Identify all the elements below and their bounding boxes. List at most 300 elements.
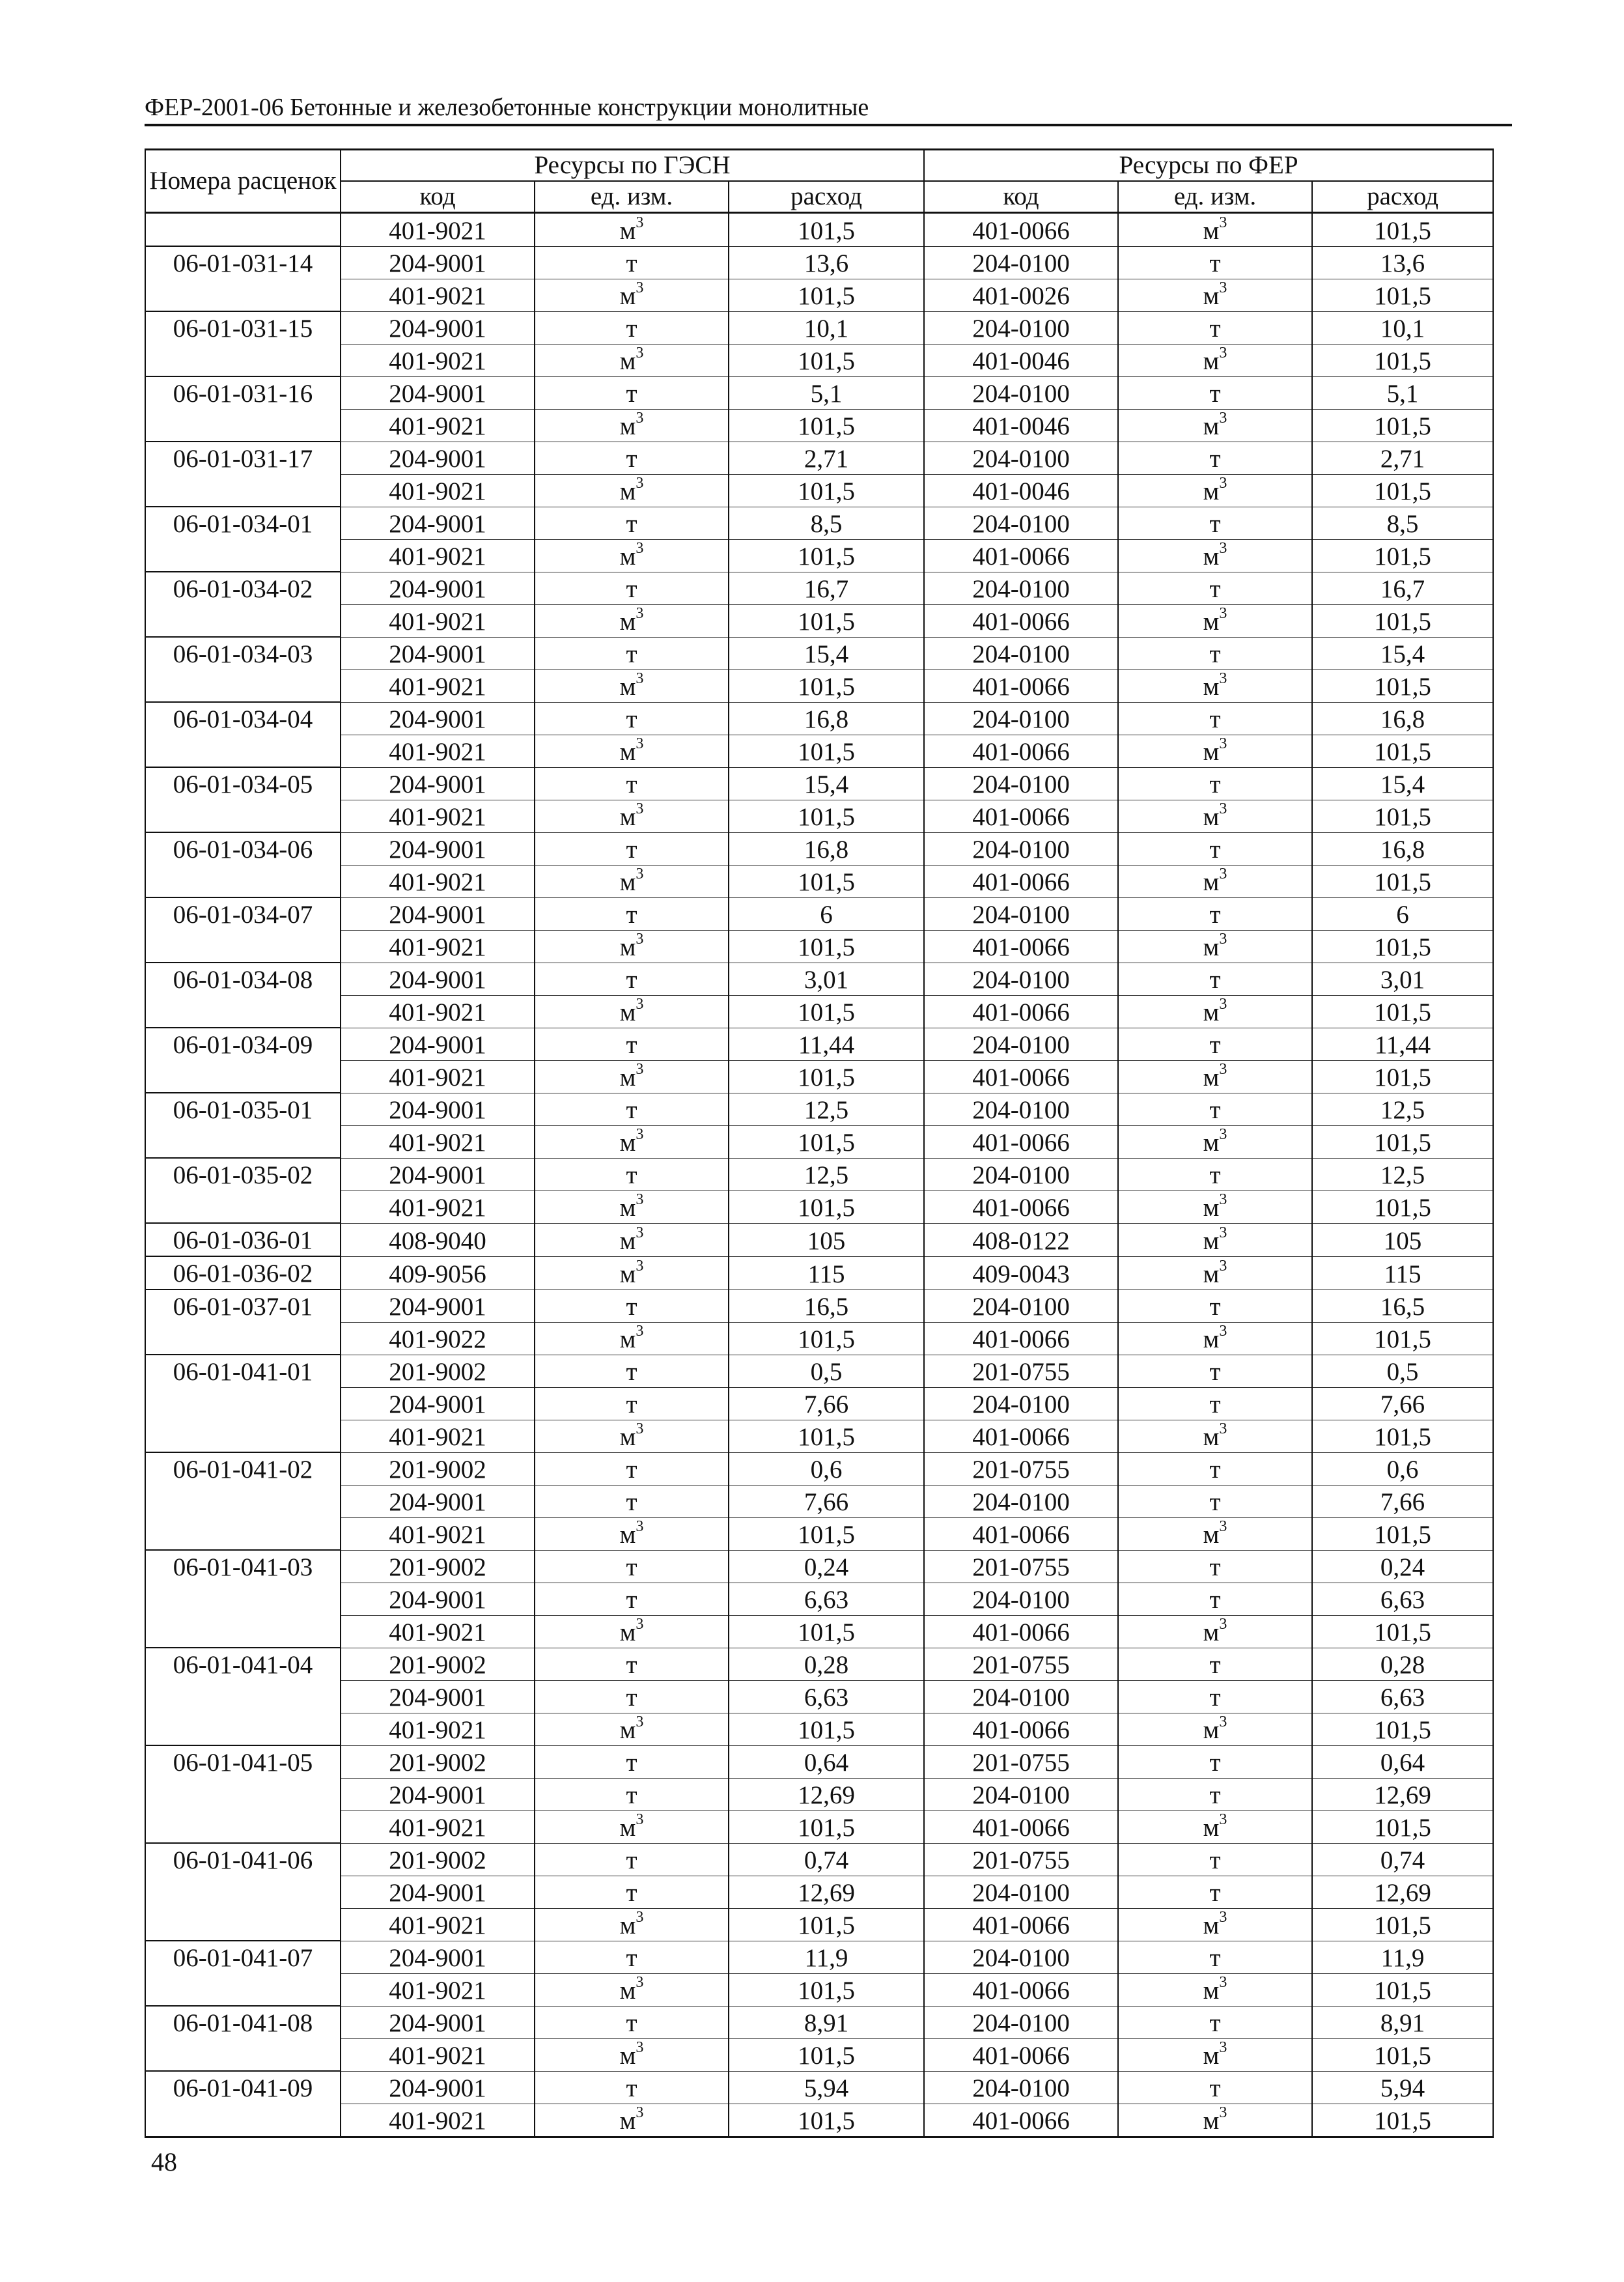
fer-amount-cell: 5,1 — [1312, 376, 1493, 409]
gesn-unit-cell: т — [535, 832, 729, 865]
rate-number-cell — [145, 539, 341, 572]
fer-unit-cell: т — [1118, 637, 1312, 669]
fer-code-cell: 201-0755 — [924, 1843, 1118, 1876]
rate-number-cell — [145, 930, 341, 963]
fer-unit-cell: $м^3$ — [1118, 930, 1312, 963]
rate-number-cell — [145, 1908, 341, 1941]
gesn-amount-cell: 101,5 — [729, 1615, 924, 1648]
unit-exponent: 3 — [1219, 800, 1227, 817]
gesn-code-cell: 401-9021 — [341, 1908, 535, 1941]
fer-amount-cell: 5,94 — [1312, 2071, 1493, 2104]
unit-exponent: 3 — [1219, 1322, 1227, 1340]
table-row — [145, 409, 1493, 442]
fer-unit-cell: т — [1118, 507, 1312, 539]
fer-code-cell: 401-0066 — [924, 1973, 1118, 2006]
header-fer-code: код — [924, 181, 1118, 213]
gesn-code-cell: 201-9002 — [341, 1648, 535, 1680]
rate-number-cell: 06-01-036-01 — [145, 1223, 341, 1256]
unit-exponent: 3 — [636, 735, 644, 752]
gesn-code-cell: 204-9001 — [341, 246, 535, 279]
rate-number-cell — [145, 800, 341, 832]
fer-code-cell: 201-0755 — [924, 1452, 1118, 1485]
gesn-code-cell: 401-9021 — [341, 539, 535, 572]
gesn-amount-cell: 101,5 — [729, 1060, 924, 1093]
unit-exponent: 3 — [1219, 2104, 1227, 2121]
fer-code-cell: 401-0066 — [924, 1060, 1118, 1093]
gesn-unit-cell: т — [535, 1680, 729, 1713]
fer-amount-cell: 0,24 — [1312, 1550, 1493, 1583]
gesn-amount-cell: 101,5 — [729, 344, 924, 376]
gesn-code-cell: 401-9021 — [341, 865, 535, 897]
rate-number-cell — [145, 995, 341, 1028]
gesn-amount-cell: 101,5 — [729, 1420, 924, 1452]
gesn-unit-cell: т — [535, 1355, 729, 1387]
gesn-code-cell: 401-9021 — [341, 279, 535, 311]
gesn-unit-cell: $м^3$ — [535, 344, 729, 376]
unit-exponent: 3 — [1219, 1125, 1227, 1143]
gesn-unit-cell: $м^3$ — [535, 1517, 729, 1550]
gesn-unit-cell: $м^3$ — [535, 474, 729, 507]
unit-exponent: 3 — [1219, 1810, 1227, 1828]
table-row — [145, 572, 1493, 604]
gesn-code-cell: 401-9021 — [341, 604, 535, 637]
gesn-unit-cell: т — [535, 1583, 729, 1615]
fer-code-cell: 401-0066 — [924, 995, 1118, 1028]
fer-unit-cell: т — [1118, 1452, 1312, 1485]
rate-number-cell: 06-01-041-02 — [145, 1452, 341, 1485]
gesn-code-cell: 401-9021 — [341, 2104, 535, 2137]
gesn-unit-cell: т — [535, 1452, 729, 1485]
rate-number-cell — [145, 1810, 341, 1843]
fer-unit-cell: $м^3$ — [1118, 1190, 1312, 1223]
fer-amount-cell: 7,66 — [1312, 1485, 1493, 1517]
fer-amount-cell: 16,5 — [1312, 1289, 1493, 1322]
table-row — [145, 897, 1493, 930]
gesn-unit-cell: $м^3$ — [535, 2104, 729, 2137]
gesn-amount-cell: 15,4 — [729, 767, 924, 800]
gesn-code-cell: 204-9001 — [341, 1778, 535, 1810]
fer-unit-cell: т — [1118, 1550, 1312, 1583]
fer-amount-cell: 105 — [1312, 1223, 1493, 1256]
gesn-code-cell: 401-9021 — [341, 995, 535, 1028]
fer-amount-cell: 6,63 — [1312, 1583, 1493, 1615]
fer-code-cell: 204-0100 — [924, 1778, 1118, 1810]
gesn-amount-cell: 16,8 — [729, 702, 924, 735]
fer-code-cell: 204-0100 — [924, 702, 1118, 735]
fer-unit-cell: $м^3$ — [1118, 995, 1312, 1028]
rate-number-cell: 06-01-034-05 — [145, 767, 341, 800]
gesn-unit-cell: $м^3$ — [535, 2038, 729, 2071]
gesn-code-cell: 204-9001 — [341, 1876, 535, 1908]
fer-unit-cell: $м^3$ — [1118, 669, 1312, 702]
fer-amount-cell: 101,5 — [1312, 735, 1493, 767]
fer-unit-cell: т — [1118, 2071, 1312, 2104]
fer-code-cell: 204-0100 — [924, 246, 1118, 279]
gesn-amount-cell: 101,5 — [729, 474, 924, 507]
gesn-unit-cell: т — [535, 507, 729, 539]
rate-number-cell: 06-01-034-09 — [145, 1028, 341, 1060]
table-row — [145, 1355, 1493, 1387]
fer-unit-cell: т — [1118, 1876, 1312, 1908]
unit-exponent: 3 — [1219, 1713, 1227, 1730]
unit-exponent: 3 — [1219, 1257, 1227, 1275]
fer-amount-cell: 101,5 — [1312, 1713, 1493, 1745]
gesn-code-cell: 401-9021 — [341, 669, 535, 702]
table-row — [145, 2104, 1493, 2137]
rate-number-cell — [145, 1420, 341, 1452]
gesn-amount-cell: 101,5 — [729, 1190, 924, 1223]
gesn-unit-cell: т — [535, 1745, 729, 1778]
table-row — [145, 2006, 1493, 2038]
unit-exponent: 3 — [1219, 1908, 1227, 1926]
fer-unit-cell: $м^3$ — [1118, 1223, 1312, 1256]
gesn-amount-cell: 5,94 — [729, 2071, 924, 2104]
gesn-amount-cell: 0,64 — [729, 1745, 924, 1778]
unit-exponent: 3 — [636, 1810, 644, 1828]
fer-amount-cell: 101,5 — [1312, 1190, 1493, 1223]
table-row — [145, 702, 1493, 735]
fer-amount-cell: 101,5 — [1312, 604, 1493, 637]
fer-unit-cell: т — [1118, 1843, 1312, 1876]
fer-amount-cell: 101,5 — [1312, 865, 1493, 897]
unit-exponent: 3 — [1219, 409, 1227, 427]
unit-exponent: 3 — [636, 2038, 644, 2056]
rate-number-cell — [145, 735, 341, 767]
gesn-code-cell: 204-9001 — [341, 1387, 535, 1420]
table-row — [145, 1028, 1493, 1060]
unit-exponent: 3 — [636, 1322, 644, 1340]
gesn-code-cell: 401-9021 — [341, 2038, 535, 2071]
table-row — [145, 604, 1493, 637]
fer-unit-cell: т — [1118, 1485, 1312, 1517]
fer-unit-cell: т — [1118, 572, 1312, 604]
gesn-code-cell: 204-9001 — [341, 376, 535, 409]
gesn-code-cell: 204-9001 — [341, 2006, 535, 2038]
fer-unit-cell: т — [1118, 1680, 1312, 1713]
gesn-amount-cell: 101,5 — [729, 1713, 924, 1745]
gesn-unit-cell: т — [535, 702, 729, 735]
fer-amount-cell: 101,5 — [1312, 1060, 1493, 1093]
gesn-code-cell: 201-9002 — [341, 1452, 535, 1485]
gesn-unit-cell: $м^3$ — [535, 1256, 729, 1289]
gesn-amount-cell: 101,5 — [729, 800, 924, 832]
unit-exponent: 3 — [636, 995, 644, 1013]
header-gesn-unit: ед. изм. — [535, 181, 729, 213]
gesn-unit-cell: т — [535, 767, 729, 800]
rate-number-cell — [145, 344, 341, 376]
fer-amount-cell: 12,5 — [1312, 1093, 1493, 1125]
fer-amount-cell: 16,8 — [1312, 832, 1493, 865]
gesn-amount-cell: 12,5 — [729, 1093, 924, 1125]
gesn-amount-cell: 101,5 — [729, 995, 924, 1028]
fer-code-cell: 204-0100 — [924, 1583, 1118, 1615]
fer-code-cell: 401-0066 — [924, 213, 1118, 247]
gesn-amount-cell: 15,4 — [729, 637, 924, 669]
fer-code-cell: 204-0100 — [924, 1387, 1118, 1420]
gesn-amount-cell: 12,69 — [729, 1778, 924, 1810]
gesn-unit-cell: т — [535, 1843, 729, 1876]
rate-number-cell: 06-01-035-02 — [145, 1158, 341, 1190]
rate-number-cell — [145, 213, 341, 247]
gesn-amount-cell: 101,5 — [729, 1322, 924, 1355]
rate-number-cell — [145, 1680, 341, 1713]
fer-amount-cell: 101,5 — [1312, 1973, 1493, 2006]
table-row — [145, 1810, 1493, 1843]
rate-number-cell: 06-01-041-04 — [145, 1648, 341, 1680]
unit-exponent: 3 — [1219, 604, 1227, 622]
gesn-code-cell: 204-9001 — [341, 2071, 535, 2104]
gesn-unit-cell: т — [535, 1876, 729, 1908]
gesn-amount-cell: 101,5 — [729, 1517, 924, 1550]
fer-unit-cell: т — [1118, 1387, 1312, 1420]
fer-unit-cell: т — [1118, 1583, 1312, 1615]
fer-unit-cell: т — [1118, 442, 1312, 474]
gesn-code-cell: 204-9001 — [341, 702, 535, 735]
fer-amount-cell: 13,6 — [1312, 246, 1493, 279]
rate-number-cell: 06-01-041-06 — [145, 1843, 341, 1876]
unit-exponent: 3 — [1219, 1973, 1227, 1991]
gesn-unit-cell: $м^3$ — [535, 1322, 729, 1355]
unit-exponent: 3 — [1219, 1420, 1227, 1437]
gesn-unit-cell: т — [535, 1485, 729, 1517]
fer-unit-cell: $м^3$ — [1118, 800, 1312, 832]
gesn-amount-cell: 8,91 — [729, 2006, 924, 2038]
fer-amount-cell: 0,5 — [1312, 1355, 1493, 1387]
fer-code-cell: 401-0026 — [924, 279, 1118, 311]
gesn-unit-cell: т — [535, 1158, 729, 1190]
fer-unit-cell: $м^3$ — [1118, 1973, 1312, 2006]
table-row — [145, 735, 1493, 767]
gesn-amount-cell: 10,1 — [729, 311, 924, 344]
unit-exponent: 3 — [1219, 930, 1227, 948]
fer-code-cell: 204-0100 — [924, 1093, 1118, 1125]
header-row-columns — [145, 181, 1493, 213]
fer-amount-cell: 11,44 — [1312, 1028, 1493, 1060]
fer-unit-cell: т — [1118, 1158, 1312, 1190]
gesn-unit-cell: $м^3$ — [535, 1615, 729, 1648]
fer-amount-cell: 101,5 — [1312, 213, 1493, 247]
gesn-code-cell: 201-9002 — [341, 1745, 535, 1778]
unit-exponent: 3 — [636, 1190, 644, 1208]
rate-number-cell: 06-01-034-03 — [145, 637, 341, 669]
rate-number-cell: 06-01-034-04 — [145, 702, 341, 735]
rate-number-cell — [145, 1778, 341, 1810]
fer-code-cell: 401-0066 — [924, 1615, 1118, 1648]
fer-code-cell: 204-0100 — [924, 1941, 1118, 1973]
rate-number-cell — [145, 1973, 341, 2006]
fer-code-cell: 401-0046 — [924, 344, 1118, 376]
fer-amount-cell: 101,5 — [1312, 1125, 1493, 1158]
fer-amount-cell: 6 — [1312, 897, 1493, 930]
gesn-amount-cell: 11,44 — [729, 1028, 924, 1060]
fer-unit-cell: $м^3$ — [1118, 735, 1312, 767]
rate-number-cell: 06-01-037-01 — [145, 1289, 341, 1322]
gesn-code-cell: 201-9002 — [341, 1355, 535, 1387]
gesn-code-cell: 401-9021 — [341, 1517, 535, 1550]
rate-number-cell: 06-01-034-06 — [145, 832, 341, 865]
rate-number-cell: 06-01-031-17 — [145, 442, 341, 474]
fer-code-cell: 401-0066 — [924, 669, 1118, 702]
gesn-amount-cell: 101,5 — [729, 409, 924, 442]
fer-unit-cell: $м^3$ — [1118, 1420, 1312, 1452]
fer-code-cell: 401-0066 — [924, 1517, 1118, 1550]
table-row — [145, 832, 1493, 865]
gesn-code-cell: 408-9040 — [341, 1223, 535, 1256]
gesn-unit-cell: $м^3$ — [535, 279, 729, 311]
gesn-code-cell: 401-9021 — [341, 1615, 535, 1648]
fer-code-cell: 204-0100 — [924, 442, 1118, 474]
rate-number-cell: 06-01-031-16 — [145, 376, 341, 409]
fer-code-cell: 204-0100 — [924, 963, 1118, 995]
rate-number-cell — [145, 1125, 341, 1158]
gesn-unit-cell: $м^3$ — [535, 1190, 729, 1223]
unit-exponent: 3 — [636, 344, 644, 361]
rate-number-cell: 06-01-041-07 — [145, 1941, 341, 1973]
gesn-code-cell: 401-9021 — [341, 1420, 535, 1452]
fer-unit-cell: т — [1118, 311, 1312, 344]
gesn-code-cell: 401-9021 — [341, 344, 535, 376]
unit-exponent: 3 — [636, 1420, 644, 1437]
gesn-code-cell: 204-9001 — [341, 767, 535, 800]
fer-code-cell: 204-0100 — [924, 376, 1118, 409]
table-row — [145, 2038, 1493, 2071]
fer-code-cell: 401-0046 — [924, 474, 1118, 507]
gesn-amount-cell: 6 — [729, 897, 924, 930]
table-row — [145, 1648, 1493, 1680]
table-row — [145, 1485, 1493, 1517]
gesn-unit-cell: $м^3$ — [535, 1973, 729, 2006]
table-row — [145, 1517, 1493, 1550]
fer-amount-cell: 6,63 — [1312, 1680, 1493, 1713]
rate-number-cell: 06-01-031-14 — [145, 246, 341, 279]
gesn-unit-cell: т — [535, 376, 729, 409]
rate-number-cell — [145, 1387, 341, 1420]
rate-number-cell — [145, 865, 341, 897]
gesn-code-cell: 204-9001 — [341, 963, 535, 995]
gesn-amount-cell: 0,5 — [729, 1355, 924, 1387]
gesn-unit-cell: $м^3$ — [535, 735, 729, 767]
table-row — [145, 474, 1493, 507]
gesn-unit-cell: т — [535, 1941, 729, 1973]
fer-unit-cell: $м^3$ — [1118, 1615, 1312, 1648]
table-row — [145, 1420, 1493, 1452]
fer-code-cell: 204-0100 — [924, 2006, 1118, 2038]
gesn-amount-cell: 6,63 — [729, 1583, 924, 1615]
table-row — [145, 865, 1493, 897]
gesn-unit-cell: т — [535, 311, 729, 344]
fer-amount-cell: 0,28 — [1312, 1648, 1493, 1680]
unit-exponent: 3 — [636, 2104, 644, 2121]
rate-number-cell: 06-01-041-01 — [145, 1355, 341, 1387]
gesn-amount-cell: 115 — [729, 1256, 924, 1289]
gesn-unit-cell: т — [535, 1093, 729, 1125]
fer-unit-cell: $м^3$ — [1118, 2104, 1312, 2137]
gesn-unit-cell: т — [535, 1028, 729, 1060]
header-group-fer: Ресурсы по ФЕР — [924, 150, 1493, 182]
fer-code-cell: 401-0066 — [924, 1908, 1118, 1941]
rate-number-cell — [145, 474, 341, 507]
table-row — [145, 1322, 1493, 1355]
unit-exponent: 3 — [1219, 1224, 1227, 1241]
fer-unit-cell: т — [1118, 963, 1312, 995]
gesn-code-cell: 401-9021 — [341, 1713, 535, 1745]
gesn-unit-cell: т — [535, 1289, 729, 1322]
gesn-code-cell: 401-9021 — [341, 1060, 535, 1093]
fer-unit-cell: т — [1118, 246, 1312, 279]
gesn-unit-cell: $м^3$ — [535, 995, 729, 1028]
unit-exponent: 3 — [1219, 669, 1227, 687]
gesn-unit-cell: т — [535, 1778, 729, 1810]
fer-unit-cell: т — [1118, 1648, 1312, 1680]
fer-unit-cell: т — [1118, 1778, 1312, 1810]
gesn-amount-cell: 3,01 — [729, 963, 924, 995]
gesn-unit-cell: т — [535, 897, 729, 930]
fer-code-cell: 201-0755 — [924, 1745, 1118, 1778]
fer-amount-cell: 7,66 — [1312, 1387, 1493, 1420]
gesn-amount-cell: 101,5 — [729, 1908, 924, 1941]
gesn-unit-cell: т — [535, 246, 729, 279]
gesn-amount-cell: 12,69 — [729, 1876, 924, 1908]
fer-amount-cell: 101,5 — [1312, 474, 1493, 507]
table-body — [145, 213, 1493, 2137]
rate-number-cell: 06-01-041-09 — [145, 2071, 341, 2104]
rate-number-cell: 06-01-041-03 — [145, 1550, 341, 1583]
gesn-code-cell: 401-9021 — [341, 1973, 535, 2006]
page-number: 48 — [151, 2147, 177, 2176]
gesn-amount-cell: 101,5 — [729, 1125, 924, 1158]
gesn-unit-cell: $м^3$ — [535, 409, 729, 442]
unit-exponent: 3 — [636, 604, 644, 622]
gesn-code-cell: 204-9001 — [341, 1941, 535, 1973]
table-row — [145, 1550, 1493, 1583]
gesn-amount-cell: 7,66 — [729, 1485, 924, 1517]
gesn-amount-cell: 101,5 — [729, 1973, 924, 2006]
gesn-amount-cell: 2,71 — [729, 442, 924, 474]
unit-exponent: 3 — [636, 409, 644, 427]
table-row — [145, 2071, 1493, 2104]
table-row — [145, 1778, 1493, 1810]
table-row — [145, 1908, 1493, 1941]
fer-unit-cell: $м^3$ — [1118, 344, 1312, 376]
fer-unit-cell: $м^3$ — [1118, 1517, 1312, 1550]
unit-exponent: 3 — [636, 539, 644, 557]
fer-amount-cell: 101,5 — [1312, 409, 1493, 442]
table-row — [145, 1876, 1493, 1908]
rate-number-cell — [145, 1517, 341, 1550]
gesn-unit-cell: $м^3$ — [535, 213, 729, 247]
table-row — [145, 344, 1493, 376]
fer-code-cell: 204-0100 — [924, 572, 1118, 604]
unit-exponent: 3 — [1219, 474, 1227, 492]
gesn-amount-cell: 101,5 — [729, 2038, 924, 2071]
table-row — [145, 1745, 1493, 1778]
gesn-code-cell: 401-9021 — [341, 800, 535, 832]
rate-number-cell: 06-01-036-02 — [145, 1256, 341, 1289]
gesn-amount-cell: 0,24 — [729, 1550, 924, 1583]
gesn-code-cell: 204-9001 — [341, 572, 535, 604]
fer-amount-cell: 101,5 — [1312, 1615, 1493, 1648]
rate-number-cell — [145, 2038, 341, 2071]
rate-number-cell — [145, 1583, 341, 1615]
unit-exponent: 3 — [1219, 344, 1227, 361]
fer-code-cell: 401-0066 — [924, 1125, 1118, 1158]
header-number-of-rates: Номера расценок — [145, 150, 341, 213]
rate-number-cell — [145, 1615, 341, 1648]
gesn-code-cell: 204-9001 — [341, 1093, 535, 1125]
fer-amount-cell: 101,5 — [1312, 1322, 1493, 1355]
fer-unit-cell: т — [1118, 832, 1312, 865]
fer-amount-cell: 3,01 — [1312, 963, 1493, 995]
